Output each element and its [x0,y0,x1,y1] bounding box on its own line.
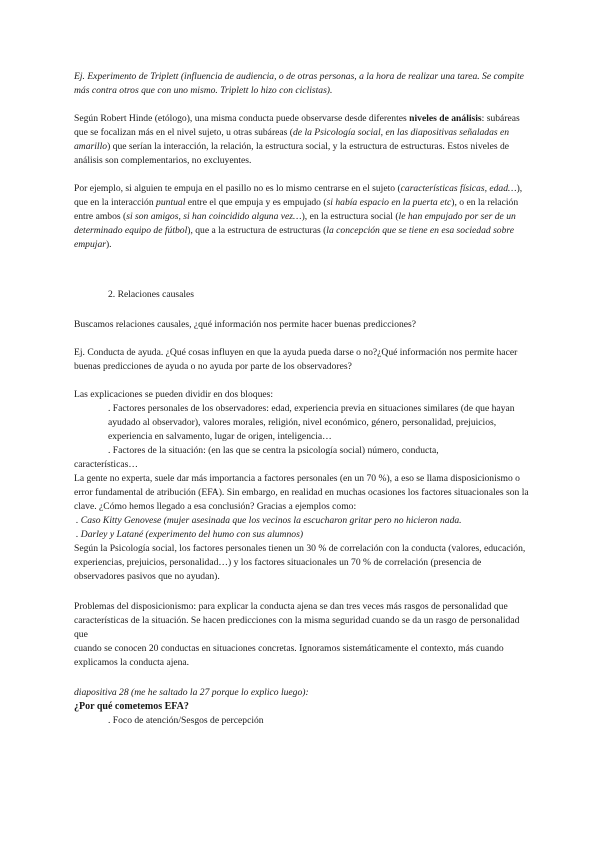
explanations-intro: Las explicaciones se pueden dividir en dos bloques: [74,389,274,400]
push-text-i: ), en la estructura social ( [301,211,399,222]
push-italic-j: le han empujado por ser de un determinado equipo de fútbol [74,211,516,236]
push-text-k: ), que a la estructura de estructuras ( [187,225,327,236]
push-italic-d: puntual [156,197,186,208]
push-italic-l: la concepción que se tiene en esa sociedad sobre empujar [74,225,515,250]
disposicionismo-problems-cont: cuando se conocen 20 conductas en situaciones concretas. Ignoramos sistemáticamente el contexto, más cuando explicamos la conducta ajena. [74,643,504,668]
push-text-g: ), o en la relación entre ambos ( [74,197,519,222]
correlation-paragraph: Según la Psicología social, los factores personales tienen un 30 % de correlación con la conducta (valores, educación, experiencias, prejuicios, personalidad…) y los factores situacionales un 70 % de correlación (presencia de observadores pasivos que no ayudan). [74,543,526,582]
push-text-c: ), que en la interacción [74,183,523,208]
disposicionismo-problems: Problemas del disposicionismo: para explicar la conducta ajena se dan tres veces más rasgos de personalidad que características de la situación. Se hacen predicciones con la misma seguridad cuando se da un rasgo de personalidad que [74,601,520,640]
push-text-m: ). [105,239,112,250]
slide-note: diapositiva 28 (me he saltado la 27 porque lo explico luego): [74,687,309,698]
hinde-text-1: Según Robert Hinde (etólogo), una misma conducta puede observarse desde diferentes [74,113,410,124]
push-italic-h: si son amigos, si han coincidido alguna vez… [126,211,302,222]
niveles-analisis-bold: niveles de análisis [409,113,482,124]
push-example-paragraph [74,182,530,252]
bullet-situational-factors: . Factores de la situación: (en las que se centra la psicología social) número, conducta, [108,445,439,456]
triplett-example: Ej. Experimento de Triplett (influencia de audiencia, o de otras personas, a la hora de realizar una tarea. Se compite más contra otros que con uno mismo. Triplett lo hizo con ciclistas). [74,71,524,96]
help-behavior-example: Ej. Conducta de ayuda. ¿Qué cosas influyen en que la ayuda pueda darse o no?¿Qué información nos permite hacer buenas predicciones de ayuda o no ayuda por parte de los observadores? [74,347,518,372]
disposicionismo-paragraph: La gente no experta, suele dar más importancia a factores personales (en un 70 %), a eso se llama disposicionismo o error fundamental de atribución (EFA). Sin embargo, en realidad en muchas ocasiones los factores situacionales son la clave. ¿Cómo hemos llegado a esa conclusión? Gracias a ejemplos como: [74,473,529,512]
push-italic-f: si había espacio en la puerta etc [326,197,452,208]
hinde-text-2: : subáreas que se focalizan más en el nivel sujeto, u otras subáreas ( [74,113,520,138]
hinde-italic: de la Psicología social, en las diapositivas señaladas en amarillo [74,127,510,152]
hinde-text-3: ) que serían la interacción, la relación, la estructura social, y la estructura de estructuras. Estos niveles de análisis son complementarios, no excluyentes. [74,141,510,166]
hinde-paragraph [74,112,530,168]
example-darley-latane: . Darley y Latané (experimento del humo con sus alumnos) [76,529,304,540]
push-text-e: entre el que empuja y es empujado ( [185,197,327,208]
section-heading-relaciones-causales: 2. Relaciones causales [108,289,195,300]
push-italic-b: características físicas, edad… [400,183,517,194]
causal-question: Buscamos relaciones causales, ¿qué información nos permite hacer buenas predicciones? [74,319,417,330]
bullet-situational-factors-cont: características… [74,459,138,470]
example-kitty-genovese: . Caso Kitty Genovese (mujer asesinada que los vecinos la escucharon gritar pero no hicieron nada. [76,515,462,526]
bullet-personal-factors: . Factores personales de los observadores: edad, experiencia previa en situaciones similares (de que hayan ayudado al observador), valores morales, religión, nivel económico, género, personalidad, prejuicios, experiencia en salvamento, lugar de origen, inteligencia… [108,403,515,442]
efa-question-heading: ¿Por qué cometemos EFA? [74,701,189,712]
push-text-a: Por ejemplo, si alguien te empuja en el pasillo no es lo mismo centrarse en el sujeto ( [74,183,401,194]
bullet-attention-focus: . Foco de atención/Sesgos de percepción [108,715,264,726]
